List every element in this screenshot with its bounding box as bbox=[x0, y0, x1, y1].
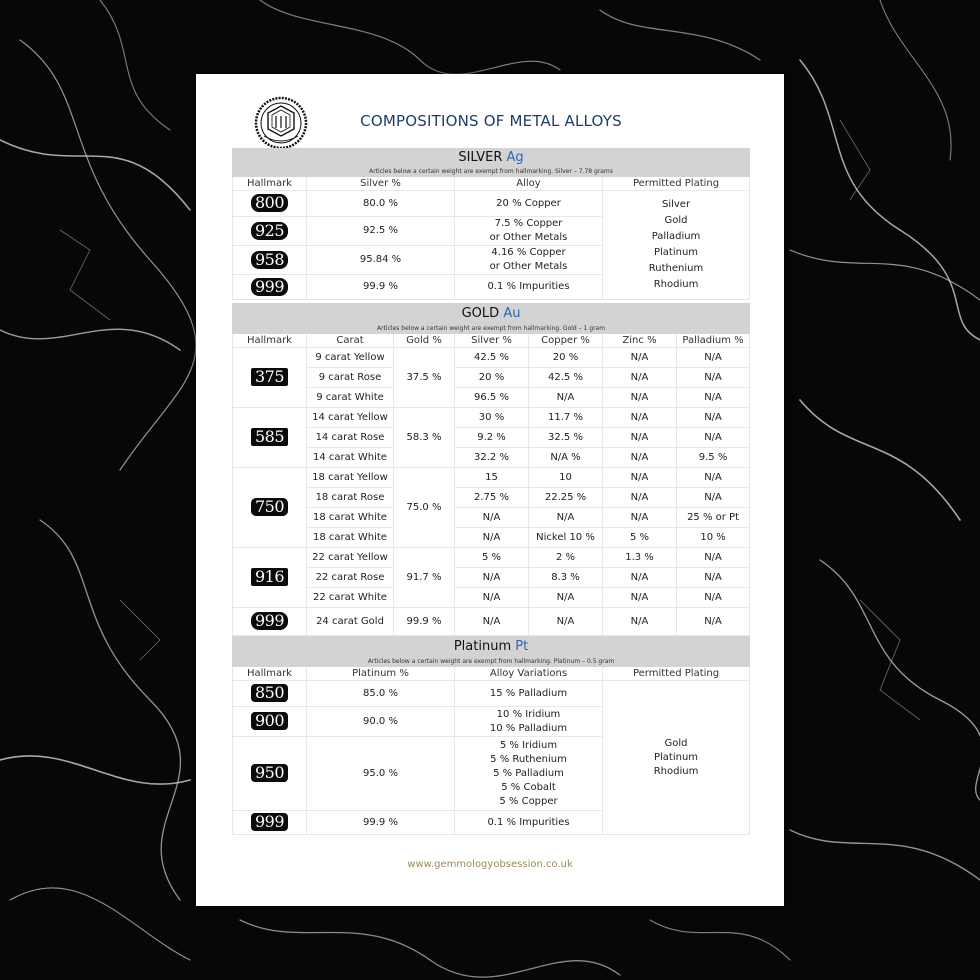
gold-exemption-note: Articles below a certain weight are exempt from hallmarking. Gold – 1 gram bbox=[233, 324, 750, 334]
silver-section-title: SILVER Ag bbox=[233, 149, 750, 167]
carat-cell: 9 carat White bbox=[307, 388, 394, 408]
silver-table bbox=[232, 148, 750, 300]
zinc-cell: N/A bbox=[603, 588, 677, 608]
gold-header-palladium: Palladium % bbox=[677, 334, 750, 348]
carat-cell: 22 carat Yellow bbox=[307, 548, 394, 568]
platinum-percent: 85.0 % bbox=[307, 681, 455, 707]
alloy-cell: 0.1 % Impurities bbox=[455, 811, 603, 835]
silver-cell: N/A bbox=[455, 508, 529, 528]
copper-cell: N/A bbox=[529, 608, 603, 636]
platinum-percent: 95.0 % bbox=[307, 737, 455, 811]
alloy-cell: 20 % Copper bbox=[455, 191, 603, 217]
zinc-cell: 5 % bbox=[603, 528, 677, 548]
hallmark-stamp: 958 bbox=[251, 251, 288, 269]
copper-cell: N/A bbox=[529, 588, 603, 608]
copper-cell: 20 % bbox=[529, 348, 603, 368]
silver-cell: N/A bbox=[455, 528, 529, 548]
gold-header-copper: Copper % bbox=[529, 334, 603, 348]
copper-cell: 11.7 % bbox=[529, 408, 603, 428]
palladium-cell: N/A bbox=[677, 348, 750, 368]
platinum-header-percent: Platinum % bbox=[307, 667, 455, 681]
silver-cell: 20 % bbox=[455, 368, 529, 388]
copper-cell: N/A % bbox=[529, 448, 603, 468]
table-row bbox=[233, 488, 750, 508]
hallmark-stamp: 375 bbox=[251, 368, 288, 386]
carat-cell: 14 carat White bbox=[307, 448, 394, 468]
copper-cell: N/A bbox=[529, 508, 603, 528]
zinc-cell: N/A bbox=[603, 348, 677, 368]
hallmark-stamp: 950 bbox=[251, 764, 288, 782]
palladium-cell: 10 % bbox=[677, 528, 750, 548]
zinc-cell: N/A bbox=[603, 388, 677, 408]
zinc-cell: N/A bbox=[603, 608, 677, 636]
table-row bbox=[233, 191, 750, 217]
table-row bbox=[233, 368, 750, 388]
palladium-cell: N/A bbox=[677, 388, 750, 408]
hallmark-stamp: 750 bbox=[251, 498, 288, 516]
table-row bbox=[233, 388, 750, 408]
palladium-cell: N/A bbox=[677, 428, 750, 448]
silver-cell: 5 % bbox=[455, 548, 529, 568]
table-row bbox=[233, 568, 750, 588]
copper-cell: N/A bbox=[529, 388, 603, 408]
hallmark-stamp: 999 bbox=[251, 813, 288, 831]
silver-header-plating: Permitted Plating bbox=[603, 177, 750, 191]
silver-cell: 42.5 % bbox=[455, 348, 529, 368]
zinc-cell: N/A bbox=[603, 468, 677, 488]
zinc-cell: 1.3 % bbox=[603, 548, 677, 568]
gold-header-hallmark: Hallmark bbox=[233, 334, 307, 348]
carat-cell: 18 carat Rose bbox=[307, 488, 394, 508]
platinum-header-alloy: Alloy Variations bbox=[455, 667, 603, 681]
table-row bbox=[233, 348, 750, 368]
alloy-cell: 15 % Palladium bbox=[455, 681, 603, 707]
gold-percent: 58.3 % bbox=[394, 408, 455, 468]
gold-header-zinc: Zinc % bbox=[603, 334, 677, 348]
copper-cell: 2 % bbox=[529, 548, 603, 568]
platinum-table bbox=[232, 636, 750, 835]
gold-header-silver: Silver % bbox=[455, 334, 529, 348]
carat-cell: 22 carat White bbox=[307, 588, 394, 608]
table-row bbox=[233, 588, 750, 608]
table-row bbox=[233, 508, 750, 528]
silver-exemption-note: Articles below a certain weight are exempt from hallmarking. Silver – 7.78 grams bbox=[233, 167, 750, 177]
copper-cell: 8.3 % bbox=[529, 568, 603, 588]
platinum-percent: 90.0 % bbox=[307, 707, 455, 737]
gold-percent: 99.9 % bbox=[394, 608, 455, 636]
table-row bbox=[233, 448, 750, 468]
alloy-cell: 4.16 % Copper or Other Metals bbox=[455, 246, 603, 275]
silver-plating-list: Silver Gold Palladium Platinum Ruthenium Rhodium bbox=[603, 191, 750, 300]
table-row bbox=[233, 428, 750, 448]
zinc-cell: N/A bbox=[603, 368, 677, 388]
silver-cell: N/A bbox=[455, 608, 529, 636]
palladium-cell: N/A bbox=[677, 488, 750, 508]
platinum-exemption-note: Articles below a certain weight are exempt from hallmarking. Platinum – 0.5 gram bbox=[233, 657, 750, 667]
table-row bbox=[233, 548, 750, 568]
carat-cell: 14 carat Yellow bbox=[307, 408, 394, 428]
table-row bbox=[233, 468, 750, 488]
silver-percent: 99.9 % bbox=[307, 275, 455, 300]
silver-cell: 15 bbox=[455, 468, 529, 488]
table-row bbox=[233, 681, 750, 707]
palladium-cell: N/A bbox=[677, 368, 750, 388]
copper-cell: 22.25 % bbox=[529, 488, 603, 508]
zinc-cell: N/A bbox=[603, 488, 677, 508]
footer-website-url: www.gemmologyobsession.co.uk bbox=[407, 859, 573, 870]
silver-header-hallmark: Hallmark bbox=[233, 177, 307, 191]
copper-cell: 10 bbox=[529, 468, 603, 488]
silver-cell: 32.2 % bbox=[455, 448, 529, 468]
platinum-header-plating: Permitted Plating bbox=[603, 667, 750, 681]
carat-cell: 18 carat White bbox=[307, 508, 394, 528]
gold-percent: 91.7 % bbox=[394, 548, 455, 608]
hallmark-stamp: 925 bbox=[251, 222, 288, 240]
silver-cell: N/A bbox=[455, 588, 529, 608]
silver-percent: 92.5 % bbox=[307, 217, 455, 246]
carat-cell: 14 carat Rose bbox=[307, 428, 394, 448]
alloy-cell: 0.1 % Impurities bbox=[455, 275, 603, 300]
alloy-cell: 10 % Iridium 10 % Palladium bbox=[455, 707, 603, 737]
zinc-cell: N/A bbox=[603, 408, 677, 428]
palladium-cell: N/A bbox=[677, 588, 750, 608]
palladium-cell: N/A bbox=[677, 408, 750, 428]
alloy-cell: 7.5 % Copper or Other Metals bbox=[455, 217, 603, 246]
gold-percent: 37.5 % bbox=[394, 348, 455, 408]
carat-cell: 18 carat White bbox=[307, 528, 394, 548]
page-title: COMPOSITIONS OF METAL ALLOYS bbox=[360, 112, 622, 130]
hallmark-stamp: 999 bbox=[251, 278, 288, 296]
carat-cell: 9 carat Rose bbox=[307, 368, 394, 388]
carat-cell: 24 carat Gold bbox=[307, 608, 394, 636]
gold-header-gold: Gold % bbox=[394, 334, 455, 348]
alloy-chart-page bbox=[196, 74, 784, 906]
platinum-section-title: Platinum Pt bbox=[233, 637, 750, 657]
silver-percent: 95.84 % bbox=[307, 246, 455, 275]
gold-section-title: GOLD Au bbox=[233, 304, 750, 324]
platinum-plating-list: Gold Platinum Rhodium bbox=[603, 681, 750, 835]
silver-cell: N/A bbox=[455, 568, 529, 588]
gold-percent: 75.0 % bbox=[394, 468, 455, 548]
palladium-cell: N/A bbox=[677, 568, 750, 588]
platinum-header-hallmark: Hallmark bbox=[233, 667, 307, 681]
gold-header-carat: Carat bbox=[307, 334, 394, 348]
hallmark-stamp: 999 bbox=[251, 612, 288, 630]
hallmark-stamp: 585 bbox=[251, 428, 288, 446]
carat-cell: 22 carat Rose bbox=[307, 568, 394, 588]
hallmark-stamp: 900 bbox=[251, 712, 288, 730]
silver-percent: 80.0 % bbox=[307, 191, 455, 217]
silver-cell: 96.5 % bbox=[455, 388, 529, 408]
table-row bbox=[233, 408, 750, 428]
silver-cell: 2.75 % bbox=[455, 488, 529, 508]
copper-cell: Nickel 10 % bbox=[529, 528, 603, 548]
gold-table bbox=[232, 303, 750, 636]
silver-cell: 9.2 % bbox=[455, 428, 529, 448]
palladium-cell: N/A bbox=[677, 608, 750, 636]
copper-cell: 42.5 % bbox=[529, 368, 603, 388]
table-row bbox=[233, 528, 750, 548]
silver-cell: 30 % bbox=[455, 408, 529, 428]
silver-header-percent: Silver % bbox=[307, 177, 455, 191]
copper-cell: 32.5 % bbox=[529, 428, 603, 448]
palladium-cell: 9.5 % bbox=[677, 448, 750, 468]
carat-cell: 9 carat Yellow bbox=[307, 348, 394, 368]
silver-header-alloy: Alloy bbox=[455, 177, 603, 191]
platinum-percent: 99.9 % bbox=[307, 811, 455, 835]
palladium-cell: 25 % or Pt bbox=[677, 508, 750, 528]
palladium-cell: N/A bbox=[677, 468, 750, 488]
hallmark-stamp: 916 bbox=[251, 568, 288, 586]
carat-cell: 18 carat Yellow bbox=[307, 468, 394, 488]
alloy-cell: 5 % Iridium 5 % Ruthenium 5 % Palladium 5 % Cobalt 5 % Copper bbox=[455, 737, 603, 811]
zinc-cell: N/A bbox=[603, 428, 677, 448]
hallmark-stamp: 850 bbox=[251, 684, 288, 702]
palladium-cell: N/A bbox=[677, 548, 750, 568]
hallmark-stamp: 800 bbox=[251, 194, 288, 212]
table-row bbox=[233, 608, 750, 636]
gemmology-logo bbox=[254, 96, 308, 150]
zinc-cell: N/A bbox=[603, 568, 677, 588]
zinc-cell: N/A bbox=[603, 448, 677, 468]
zinc-cell: N/A bbox=[603, 508, 677, 528]
